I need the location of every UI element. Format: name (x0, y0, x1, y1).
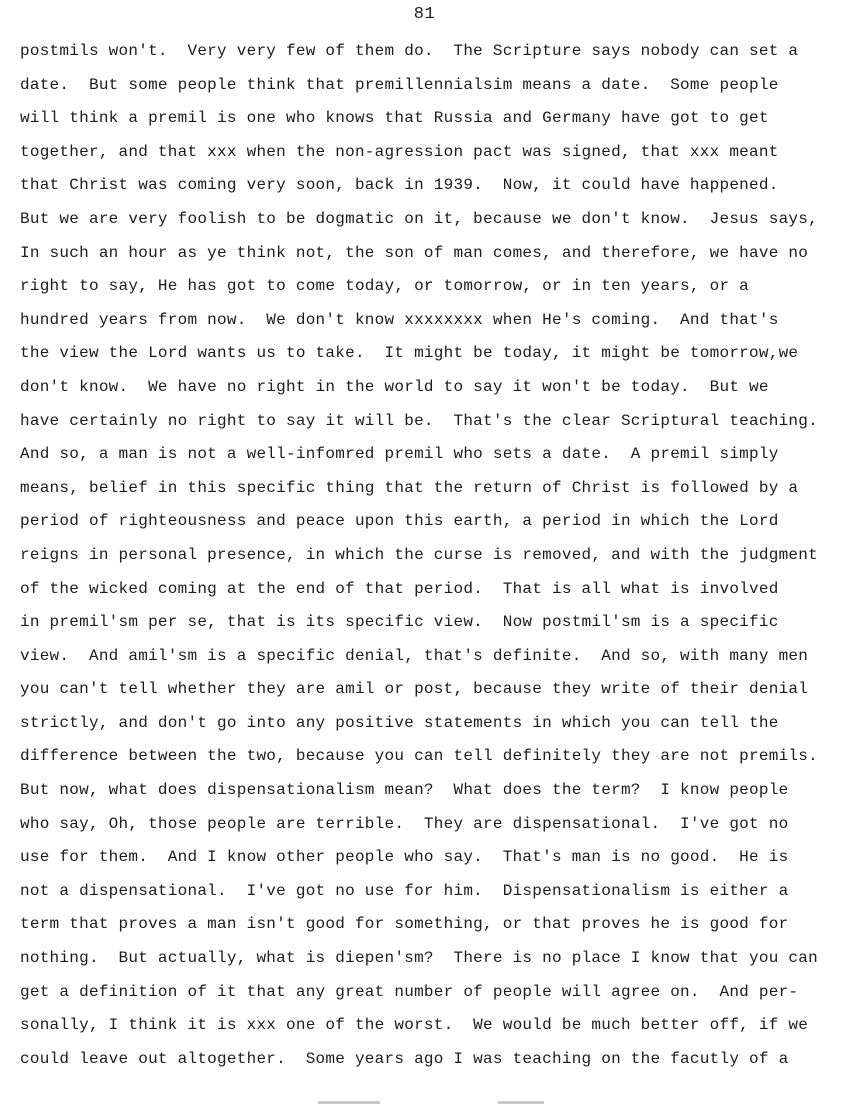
text-line: period of righteousness and peace upon this earth, a period in which the Lord (20, 512, 779, 531)
typewritten-body (20, 40, 845, 1081)
text-line: means, belief in this specific thing that the return of Christ is followed by a (20, 478, 799, 497)
page-number: 81 (413, 5, 436, 24)
text-line: who say, Oh, those people are terrible. They are dispensational. I've got no (20, 814, 789, 833)
text-line: not a dispensational. I've got no use for him. Dispensationalism is either a (20, 881, 789, 900)
text-line: of the wicked coming at the end of that period. That is all what is involved (20, 579, 779, 598)
text-line: hundred years from now. We don't know xxxxxxxx when He's coming. And that's (20, 310, 779, 329)
text-line: strictly, and don't go into any positive statements in which you can tell the (20, 713, 779, 732)
text-line: right to say, He has got to come today, or tomorrow, or in ten years, or a (20, 277, 750, 296)
text-line: could leave out altogether. Some years ago I was teaching on the facutly of a (20, 1049, 789, 1068)
text-line: In such an hour as ye think not, the son of man comes, and therefore, we have no (20, 243, 809, 262)
text-line: postmils won't. Very very few of them do. The Scripture says nobody can set a (20, 42, 799, 60)
text-line: nothing. But actually, what is diepen'sm? There is no place I know that you can (20, 949, 818, 968)
text-line: difference between the two, because you can tell definitely they are not premils. (20, 747, 818, 766)
text-line: But now, what does dispensationalism mean? What does the term? I know people (20, 781, 789, 800)
scan-smudge (498, 1101, 544, 1104)
text-line: term that proves a man isn't good for something, or that proves he is good for (20, 915, 789, 934)
text-line: you can't tell whether they are amil or post, because they write of their denial (20, 680, 809, 699)
text-line: that Christ was coming very soon, back in 1939. Now, it could have happened. (20, 176, 779, 195)
text-line: will think a premil is one who knows that Russia and Germany have got to get (20, 109, 769, 128)
text-line: And so, a man is not a well-infomred premil who sets a date. A premil simply (20, 445, 779, 464)
text-line: reigns in personal presence, in which the curse is removed, and with the judgment (20, 545, 818, 564)
text-line: together, and that xxx when the non-agression pact was signed, that xxx meant (20, 142, 779, 161)
scan-smudge (318, 1101, 380, 1104)
text-line: view. And amil'sm is a specific denial, that's definite. And so, with many men (20, 646, 809, 665)
text-line: date. But some people think that premillennialsim means a date. Some people (20, 75, 779, 94)
text-line: get a definition of it that any great number of people will agree on. And per- (20, 982, 799, 1001)
text-line: the view the Lord wants us to take. It might be today, it might be tomorrow,we (20, 344, 799, 363)
text-line: have certainly no right to say it will be. That's the clear Scriptural teaching. (20, 411, 818, 430)
text-line: But we are very foolish to be dogmatic on it, because we don't know. Jesus says, (20, 209, 818, 228)
text-line: use for them. And I know other people who say. That's man is no good. He is (20, 848, 789, 867)
text-line: don't know. We have no right in the world to say it won't be today. But we (20, 377, 769, 396)
text-line: sonally, I think it is xxx one of the worst. We would be much better off, if we (20, 1016, 809, 1035)
text-line: in premil'sm per se, that is its specific view. Now postmil'sm is a specific (20, 613, 779, 632)
